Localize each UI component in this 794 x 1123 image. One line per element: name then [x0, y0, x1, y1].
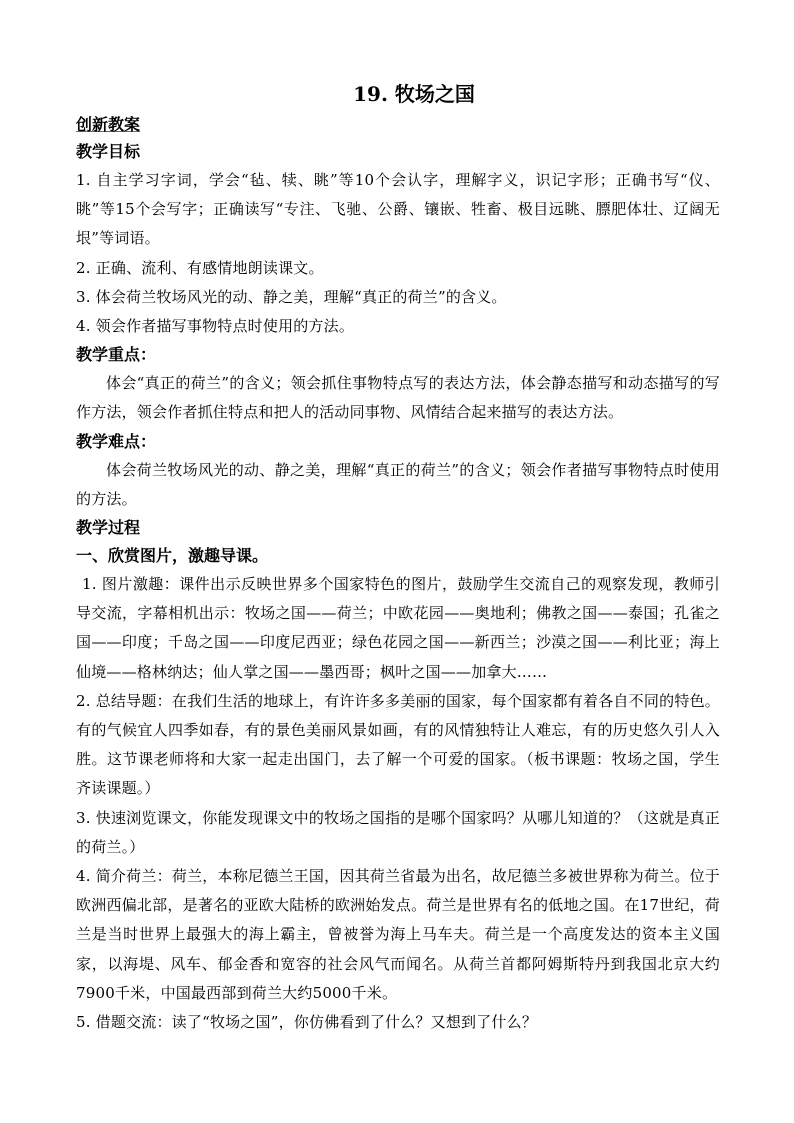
goal-item: 2. 正确、流利、有感情地朗读课文。: [76, 258, 324, 277]
document-page: [76, 80, 720, 1037]
section-heading: 一、欣赏图片，激趣导课。: [76, 546, 269, 566]
goal-item: 3. 体会荷兰牧场风光的动、静之美，理解“真正的荷兰”的含义。: [76, 287, 507, 306]
process-step: 5. 借题交流：读了“牧场之国”，你仿佛看到了什么？又想到了什么？: [76, 1013, 538, 1032]
goal-item: 1. 自主学习字词，学会“毡、犊、眺”等10个会认字，理解字义，识记字形；正确书写“仪、眺”等15个会写字；正确读写“专注、飞驰、公爵、镶嵌、牲畜、极目远眺、膘肥体壮、辽阔无垠”等词语。: [76, 171, 720, 248]
tag-line: [76, 112, 720, 138]
process-heading: 教学过程: [76, 518, 141, 538]
process-step: 4. 简介荷兰：荷兰，本称尼德兰王国，因其荷兰省最为出名，故尼德兰多被世界称为荷兰。位于欧洲西偏北部，是著名的亚欧大陆桥的欧洲始发点。荷兰是世界有名的低地之国。在17世纪，荷兰是当时世界上最强大的海上霸主，曾被誉为海上马车夫。荷兰是一个高度发达的资本主义国家，以海堤、风车、郁金香和宽容的社会风气而闻名。从荷兰首都阿姆斯特丹到我国北京大约7900千米，中国最西部到荷兰大约5000千米。: [76, 867, 720, 1002]
innovation-tag: 创新教案: [76, 115, 141, 134]
key-points-heading: 教学重点：: [76, 345, 157, 365]
difficulties-heading: 教学难点：: [76, 431, 157, 451]
goal-item: 4. 领会作者描写事物特点时使用的方法。: [76, 317, 355, 336]
difficulties-text: 体会荷兰牧场风光的动、静之美，理解“真正的荷兰”的含义；领会作者描写事物特点时使用的方法。: [76, 460, 720, 508]
process-step: 2. 总结导题：在我们生活的地球上，有许许多多美丽的国家，每个国家都有着各自不同的特色。有的气候宜人四季如春，有的景色美丽风景如画，有的风情独特让人难忘，有的历史悠久引人入胜。这节课老师将和大家一起走出国门，去了解一个可爱的国家。（板书课题：牧场之国，学生齐读课题。）: [76, 691, 720, 798]
process-step: 3. 快速浏览课文，你能发现课文中的牧场之国指的是哪个国家吗？从哪儿知道的？（这就是真正的荷兰。）: [76, 808, 720, 856]
key-points-text: 体会“真正的荷兰”的含义；领会抓住事物特点写的表达方法，体会静态描写和动态描写的写作方法，领会作者抓住特点和把人的活动同事物、风情结合起来描写的表达方法。: [76, 374, 720, 422]
goals-heading: 教学目标: [76, 142, 141, 161]
process-step: 1. 图片激趣：课件出示反映世界多个国家特色的图片，鼓励学生交流自己的观察发现，教师引导交流，字幕相机出示：牧场之国——荷兰；中欧花园——奥地利；佛教之国——泰国；孔雀之国——印度；千岛之国——印度尼西亚；绿色花园之国——新西兰；沙漠之国——利比亚；海上仙境——格林纳达；仙人掌之国——墨西哥；枫叶之国——加拿大……: [76, 575, 720, 681]
document-title: 19. 牧场之国: [353, 82, 475, 106]
